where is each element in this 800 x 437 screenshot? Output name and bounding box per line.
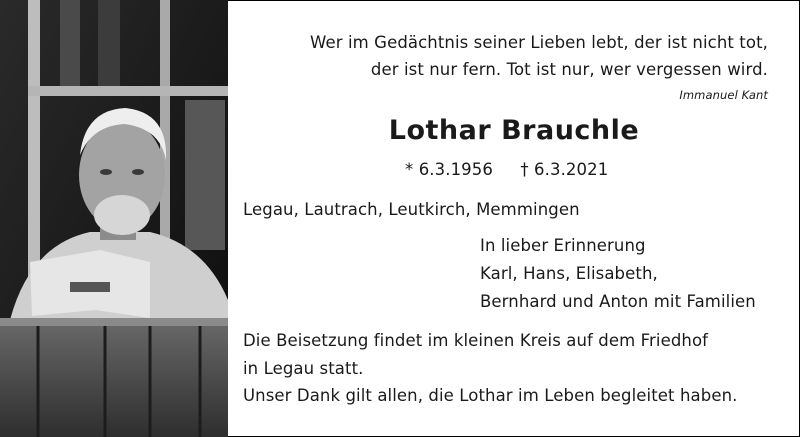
deceased-name: Lothar Brauchle [388, 115, 640, 146]
mourners-line-1: In lieber Erinnerung [480, 236, 646, 255]
life-dates [405, 160, 608, 179]
portrait-photo [0, 0, 228, 437]
funeral-line-2: in Legau statt. [243, 359, 364, 378]
quote-line-1: Wer im Gedächtnis seiner Lieben lebt, der ist nicht tot, [310, 33, 768, 52]
mourners-line-2: Karl, Hans, Elisabeth, [480, 264, 658, 283]
quote-author: Immanuel Kant [679, 88, 768, 102]
places-line: Legau, Lautrach, Leutkirch, Memmingen [243, 200, 580, 219]
quote-line-2: der ist nur fern. Tot ist nur, wer vergessen wird. [370, 60, 768, 79]
funeral-line-1: Die Beisetzung findet im kleinen Kreis auf dem Friedhof [243, 331, 709, 350]
funeral-line-3: Unser Dank gilt allen, die Lothar im Leben begleitet haben. [243, 386, 738, 405]
portrait-photo-graphic [0, 0, 228, 437]
mourners-line-3: Bernhard und Anton mit Familien [480, 292, 756, 311]
death-date: † 6.3.2021 [520, 160, 609, 179]
birth-date: * 6.3.1956 [405, 160, 493, 179]
